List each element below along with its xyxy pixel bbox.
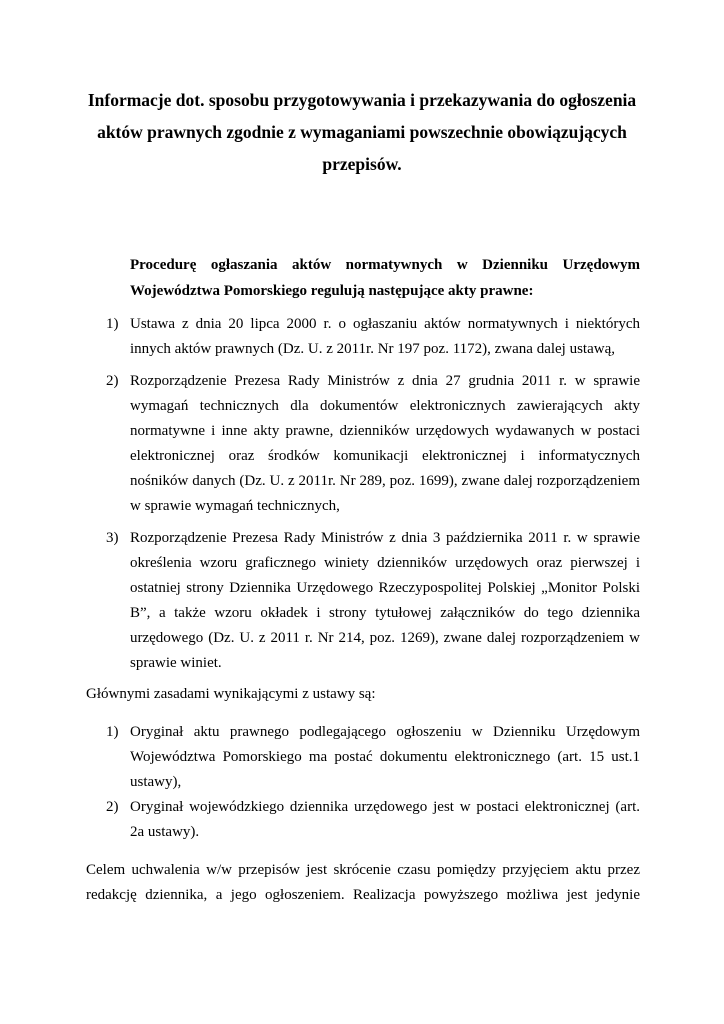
list-item-number: 2) [106,373,119,389]
list-item: Rozporządzenie Prezesa Rady Ministrów z dnia 3 października 2011 r. w sprawie określenia wzoru graficznego winiety dzienników urzędowych oraz pierwszej i ostatniej strony Dziennika Urzędowego Rzeczypospolitej Polskiej „Monitor Polski B”, a także wzoru okładek i strony tytułowej załączników do tego dziennika urzędowego (Dz. U. z 2011 r. Nr 214, poz. 1269), zwane dalej rozporządzeniem w sprawie winiet. [130,530,640,671]
closing-paragraph: Celem uchwalenia w/w przepisów jest skrócenie czasu pomiędzy przyjęciem aktu przez redakcję dziennika, a jego ogłoszeniem. Realizacja powyższego możliwa jest jedynie [86,862,640,903]
list-item-number: 1) [106,724,119,740]
intro-paragraph: Procedurę ogłaszania aktów normatywnych w Dzienniku Urzędowym Województwa Pomorskiego regulują następujące akty prawne: [130,257,640,299]
list-item: Ustawa z dnia 20 lipca 2000 r. o ogłaszaniu aktów normatywnych i niektórych innych aktów prawnych (Dz. U. z 2011r. Nr 197 poz. 1172), zwana dalej ustawą, [130,316,640,357]
list-item: Rozporządzenie Prezesa Rady Ministrów z dnia 27 grudnia 2011 r. w sprawie wymagań technicznych dla dokumentów elektronicznych zawierających akty normatywne i inne akty prawne, dzienników urzędowych wydawanych w postaci elektronicznej oraz środków komunikacji elektronicznej i informatycznych nośników danych (Dz. U. z 2011r. Nr 289, poz. 1699), zwane dalej rozporządzeniem w sprawie wymagań technicznych, [130,373,640,514]
list-item-number: 3) [106,530,119,546]
list-item-number: 2) [106,799,119,815]
list-item-number: 1) [106,316,119,332]
list-item: Oryginał wojewódzkiego dziennika urzędowego jest w postaci elektronicznej (art. 2a ustawy). [130,799,640,840]
list-item: Oryginał aktu prawnego podlegającego ogłoszeniu w Dzienniku Urzędowym Województwa Pomorskiego ma postać dokumentu elektronicznego (art. 15 ust.1 ustawy), [130,724,640,790]
principles-intro: Głównymi zasadami wynikającymi z ustawy są: [86,686,376,702]
document-title: Informacje dot. sposobu przygotowywania i przekazywania do ogłoszenia aktów prawnych zgodnie z wymaganiami powszechnie obowiązujących przepisów. [87,90,637,174]
